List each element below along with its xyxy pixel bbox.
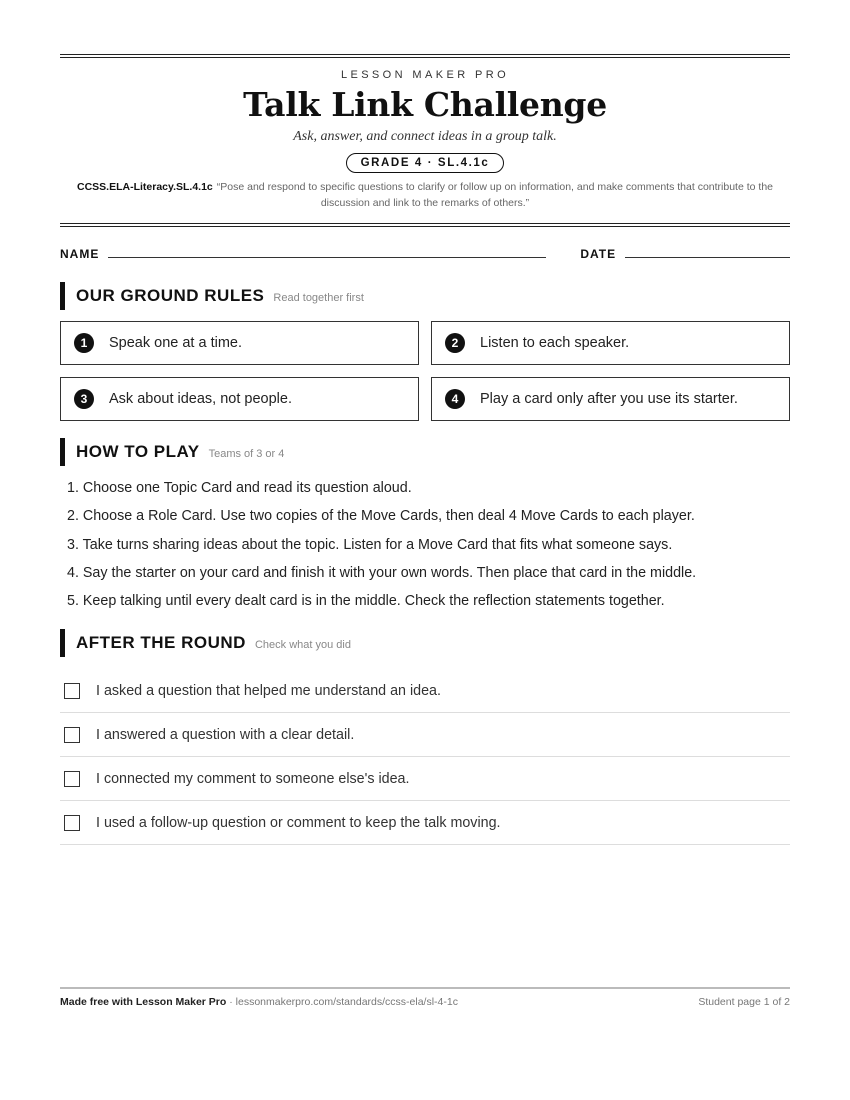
checkbox[interactable] [64,683,80,699]
name-field[interactable] [108,256,546,258]
ground-rules-note: Read together first [273,291,364,304]
standard-text: “Pose and respond to specific questions to clarify or follow up on information, and make comments that contribute to the discussion and link to the remarks of others.” [216,181,773,209]
page-title: Talk Link Challenge [243,85,607,124]
after-round-heading [60,629,790,657]
rule-number: 1 [74,333,94,353]
header-rule-bottom-inner [60,226,790,227]
name-label: NAME [60,247,100,261]
grade-badge: GRADE 4 · SL.4.1c [346,153,505,173]
rule-card [431,377,790,421]
rule-number: 4 [445,389,465,409]
ground-rules-heading [60,282,790,310]
checkbox[interactable] [64,771,80,787]
rule-text: Listen to each speaker. [480,335,630,351]
worksheet-page [60,54,790,845]
footer-credit [60,996,458,1008]
rule-number: 3 [74,389,94,409]
after-round-title: AFTER THE ROUND [76,633,246,653]
step-item: 2. Choose a Role Card. Use two copies of the Move Cards, then deal 4 Move Cards to each player. [67,508,695,525]
standard-statement [60,179,790,211]
footer-page-number: Student page 1 of 2 [698,996,790,1008]
rule-card [60,321,419,365]
checkbox[interactable] [64,815,80,831]
reflection-checklist [60,669,790,845]
checklist-item [60,713,790,757]
checklist-item [60,669,790,713]
rule-card [60,377,419,421]
checklist-text: I used a follow-up question or comment to keep the talk moving. [96,814,501,831]
header-rule-top [60,54,790,55]
ground-rules-grid [60,321,790,421]
checklist-item [60,801,790,845]
page-subtitle: Ask, answer, and connect ideas in a group talk. [293,129,557,144]
checkbox[interactable] [64,727,80,743]
step-item: 4. Say the starter on your card and finish it with your own words. Then place that card in the middle. [67,564,697,581]
date-label: DATE [580,247,617,261]
header [60,54,790,227]
ground-rules-title: OUR GROUND RULES [76,286,265,305]
rule-text: Play a card only after you use its starter. [480,391,738,407]
rule-text: Speak one at a time. [109,335,242,351]
step-item: 3. Take turns sharing ideas about the topic. Listen for a Move Card that fits what someone says. [67,536,673,553]
rule-text: Ask about ideas, not people. [109,391,292,407]
footer-made-with: Made free with Lesson Maker Pro [60,996,227,1008]
checklist-item [60,757,790,801]
checklist-text: I answered a question with a clear detail. [96,726,355,743]
how-to-play-heading [60,438,790,466]
rule-card [431,321,790,365]
page-footer [60,987,790,1008]
standard-code: CCSS.ELA-Literacy.SL.4.1c [77,181,213,193]
step-item: 5. Keep talking until every dealt card is in the middle. Check the reflection statements together. [67,593,665,610]
footer-url[interactable]: · lessonmakerpro.com/standards/ccss-ela/sl-4-1c [226,996,458,1008]
header-rule-bottom [60,223,790,224]
how-to-play-note: Teams of 3 or 4 [208,447,285,460]
steps-list [60,478,790,619]
after-round-note: Check what you did [254,638,351,651]
how-to-play-title: HOW TO PLAY [76,442,200,461]
name-date-row [60,247,790,261]
brand-name: LESSON MAKER PRO [340,69,510,81]
step-item: 1. Choose one Topic Card and read its question aloud. [67,480,412,496]
checklist-text: I connected my comment to someone else's idea. [96,770,410,787]
date-field[interactable] [625,256,790,258]
rule-number: 2 [445,333,465,353]
header-rule-top-inner [60,57,790,58]
checklist-text: I asked a question that helped me understand an idea. [96,682,441,699]
